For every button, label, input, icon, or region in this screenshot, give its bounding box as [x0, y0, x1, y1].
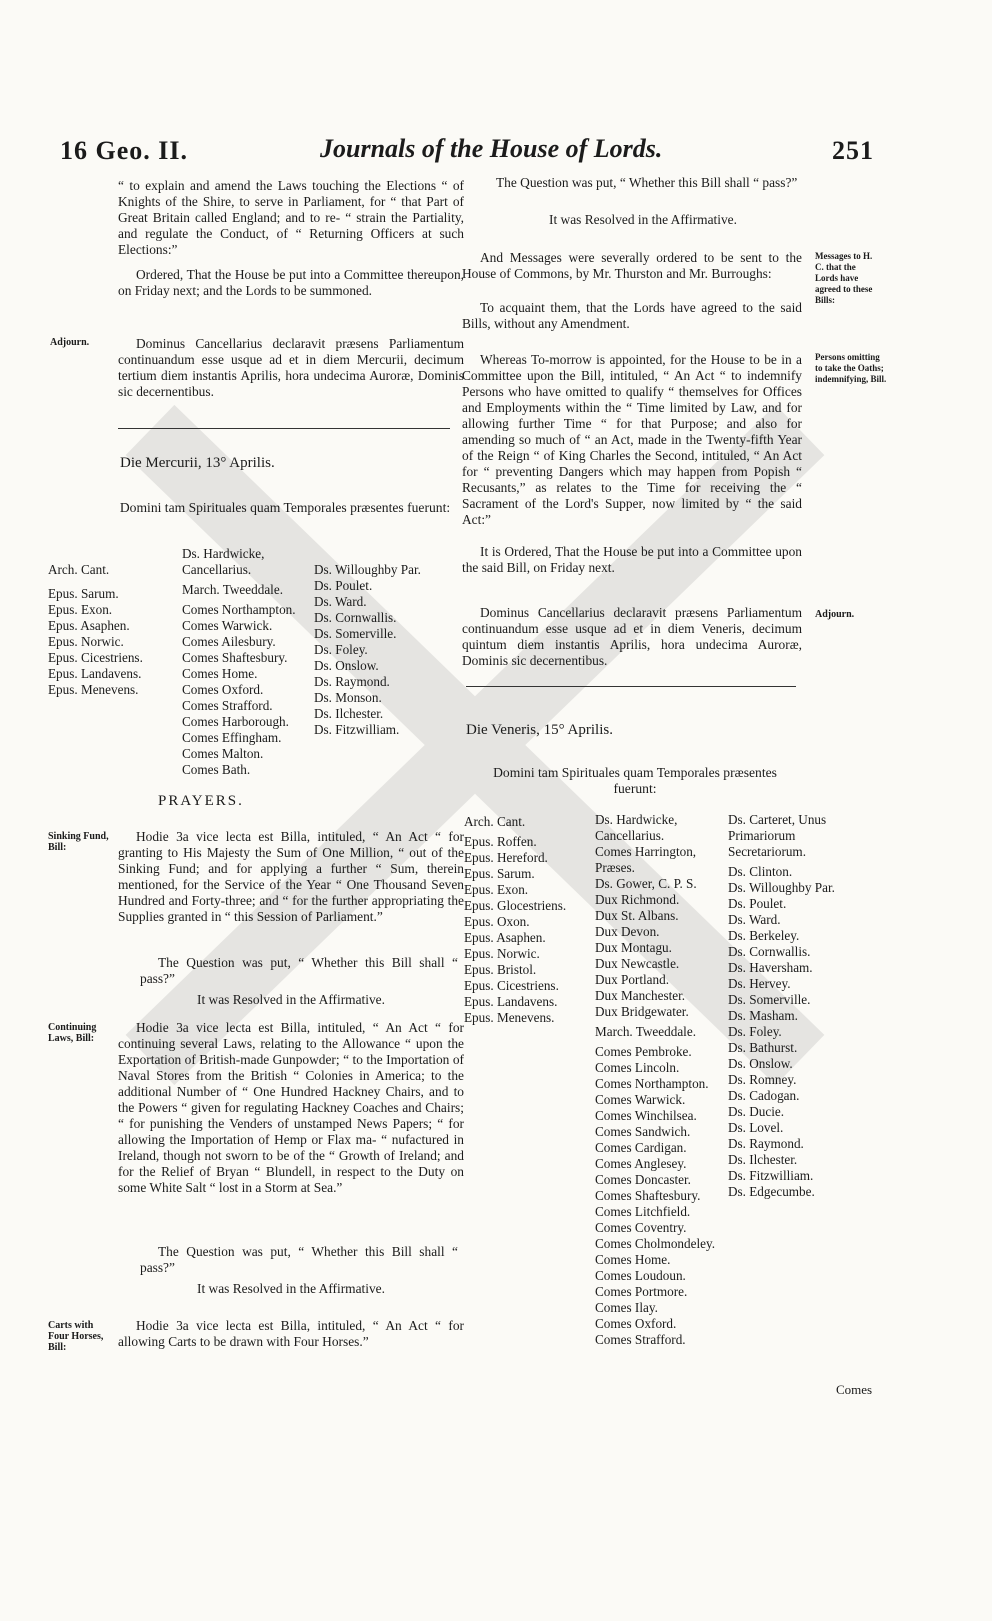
list-item: Comes Home.	[595, 1252, 671, 1267]
spiritual-list-1	[48, 562, 178, 698]
spiritual-list-2	[464, 814, 592, 1026]
header-left: 16 Geo. II.	[60, 136, 188, 165]
list-item: Ds. Foley.	[728, 1024, 782, 1039]
messages-text: And Messages were severally ordered to be sent to the House of Commons, by Mr. Thurston and Mr. Burroughs:	[462, 250, 802, 281]
list-item: Comes Northampton.	[182, 602, 296, 617]
list-item: Ds. Cornwallis.	[728, 944, 811, 959]
list-item: Ds. Onslow.	[728, 1056, 793, 1071]
list-item: Ds. Ducie.	[728, 1104, 785, 1119]
list-item: Dux Newcastle.	[595, 956, 680, 971]
list-item: Comes Litchfield.	[595, 1204, 691, 1219]
list-item: Ds. Carteret, Unus Primariorum Secretariorum.	[728, 812, 827, 859]
list-item: Comes Oxford.	[182, 682, 264, 697]
acquaint-text: To acquaint them, that the Lords have agreed to the said Bills, without any Amendment.	[462, 300, 802, 331]
left-intro: “ to explain and amend the Laws touching the Elections “ of Knights of the Shire, to serve in Parliament, for “ that Part of Great Britain called England; and to re- “ strain the Partiality, and regulate the Conduct, of “ Returning Officers at such Elections:”	[118, 178, 464, 257]
question-1: The Question was put, “ Whether this Bill shall “ pass?”	[140, 955, 458, 986]
list-item: Dux Portland.	[595, 972, 669, 987]
list-item: Ds. Hervey.	[728, 976, 791, 991]
messages-margin: Messages to H. C. that the Lords have agreed to these Bills:	[815, 251, 873, 305]
list-item: Epus. Exon.	[48, 602, 113, 617]
prayers-heading: PRAYERS.	[158, 793, 244, 809]
list-item: Epus. Hereford.	[464, 850, 548, 865]
list-item: Epus. Landavens.	[48, 666, 142, 681]
list-item: Ds. Berkeley.	[728, 928, 800, 943]
list-item: Comes Winchilsea.	[595, 1108, 697, 1123]
list-item: Ds. Ilchester.	[728, 1152, 798, 1167]
catchword: Comes	[836, 1382, 873, 1397]
left-ordered: Ordered, That the House be put into a Committee thereupon, on Friday next; and the Lords to be summoned.	[118, 267, 464, 298]
page-title: Journals of the House of Lords.	[320, 134, 663, 163]
day-heading-text: Die Mercurii, 13° Aprilis.	[120, 455, 275, 471]
list-item: Arch. Cant.	[48, 562, 110, 577]
list-item: Epus. Exon.	[464, 882, 529, 897]
list-item: Epus. Cicestriens.	[464, 978, 559, 993]
list-item: Ds. Raymond.	[314, 674, 390, 689]
list-item: Dux Manchester.	[595, 988, 686, 1003]
list-item: Comes Strafford.	[182, 698, 273, 713]
list-item: Ds. Onslow.	[314, 658, 379, 673]
resolved-2: It was Resolved in the Affirmative.	[197, 1281, 385, 1296]
list-item: Ds. Foley.	[314, 642, 368, 657]
resolved-1: It was Resolved in the Affirmative.	[197, 992, 385, 1007]
list-item: Ds. Lovel.	[728, 1120, 784, 1135]
temporal-list-2b	[728, 812, 858, 1200]
list-item: Epus. Norwic.	[48, 634, 124, 649]
list-item: Arch. Cant.	[464, 814, 526, 829]
present-heading-2: Domini tam Spirituales quam Temporales præsentes fuerunt:	[493, 765, 777, 796]
list-item: Epus. Menevens.	[464, 1010, 555, 1025]
page-number: 251	[832, 136, 874, 165]
list-item: Ds. Fitzwilliam.	[314, 722, 400, 737]
list-item: Comes Harborough.	[182, 714, 289, 729]
list-item: Epus. Roffen.	[464, 834, 537, 849]
list-item: Ds. Clinton.	[728, 864, 793, 879]
list-item: Ds. Cornwallis.	[314, 610, 397, 625]
list-item: Epus. Asaphen.	[48, 618, 130, 633]
list-item: Comes Portmore.	[595, 1284, 688, 1299]
left-adjourn-margin: Adjourn.	[50, 337, 90, 348]
list-item: Ds. Willoughby Par.	[728, 880, 835, 895]
list-item: Ds. Ward.	[728, 912, 781, 927]
list-item: Ds. Bathurst.	[728, 1040, 798, 1055]
list-item: Comes Strafford.	[595, 1332, 686, 1347]
list-item: Ds. Edgecumbe.	[728, 1184, 815, 1199]
list-item: Comes Shaftesbury.	[182, 650, 288, 665]
list-item: Comes Lincoln.	[595, 1060, 680, 1075]
list-item: Comes Coventry.	[595, 1220, 687, 1235]
carts-text: Hodie 3a vice lecta est Billa, intituled, “ An Act “ for allowing Carts to be drawn with Four Horses.”	[118, 1318, 464, 1349]
list-item: Dux Devon.	[595, 924, 660, 939]
list-item: Comes Pembroke.	[595, 1044, 692, 1059]
list-item: Dux Richmond.	[595, 892, 680, 907]
list-item: Comes Oxford.	[595, 1316, 677, 1331]
list-item: Ds. Gower, C. P. S.	[595, 876, 697, 891]
day-heading-text: Die Veneris, 15° Aprilis.	[466, 722, 613, 738]
right-adjourn-margin: Adjourn.	[815, 609, 855, 620]
list-item: Ds. Ward.	[314, 594, 367, 609]
list-item: Comes Ilay.	[595, 1300, 658, 1315]
list-item: Comes Warwick.	[182, 618, 273, 633]
list-item: Ds. Raymond.	[728, 1136, 804, 1151]
list-item: Comes Cardigan.	[595, 1140, 687, 1155]
list-item: Epus. Sarum.	[48, 586, 119, 601]
list-item: Epus. Glocestriens.	[464, 898, 567, 913]
list-item: Ds. Hardwicke, Cancellarius.	[595, 812, 678, 843]
list-item: Comes Sandwich.	[595, 1124, 691, 1139]
continuing-laws-margin: Continuing Laws, Bill:	[48, 1022, 97, 1044]
list-item: Comes Harrington, Præses.	[595, 844, 697, 875]
list-item: Epus. Landavens.	[464, 994, 558, 1009]
list-item: Epus. Bristol.	[464, 962, 537, 977]
list-item: Ds. Hardwicke, Cancellarius.	[182, 546, 265, 577]
list-item: Ds. Poulet.	[314, 578, 373, 593]
list-item: Comes Malton.	[182, 746, 264, 761]
sinking-fund-text: Hodie 3a vice lecta est Billa, intituled, “ An Act “ for granting to His Majesty the Sum of One Million, “ out of the Sinking Fund; and for applying a further “ Sum, therein mentioned, for the Service of the Year “ One Thousand Seven Hundred and Forty-three; and “ for the further appropriating the Supplies granted in “ this Session of Parliament.”	[118, 829, 464, 924]
list-item: Comes Anglesey.	[595, 1156, 687, 1171]
list-item: Dux Montagu.	[595, 940, 672, 955]
list-item: Comes Bath.	[182, 762, 251, 777]
right-ordered: It is Ordered, That the House be put into a Committee upon the said Bill, on Friday next.	[462, 544, 802, 575]
list-item: Epus. Asaphen.	[464, 930, 546, 945]
list-item: Comes Effingham.	[182, 730, 282, 745]
list-item: Ds. Poulet.	[728, 896, 787, 911]
list-item: Comes Cholmondeley.	[595, 1236, 716, 1251]
list-item: Comes Ailesbury.	[182, 634, 276, 649]
continuing-laws-text: Hodie 3a vice lecta est Billa, intituled, “ An Act “ for continuing several Laws, relating to the Allowance “ upon the Exportation of British-made Gunpowder; “ to the Importation of Naval Stores from the British “ Colonies in America; to the additional Number of “ One Hundred Hackney Chairs, and to the Powers “ given for regulating Hackney Coaches and Chairs; “ for punishing the Venders of unstamped News Papers; “ for allowing the Importation of Hemp or Flax ma- “ nufactured in Ireland, though not sworn to be of the “ Growth of Ireland; and for the Relief of Bryan “ Blundell, in respect to the Duty on some White Salt “ lost in a Storm at Sea.”	[118, 1020, 464, 1195]
day-heading-mercurii	[120, 455, 275, 472]
list-item: Epus. Menevens.	[48, 682, 139, 697]
list-item: March. Tweeddale.	[595, 1024, 696, 1039]
whereas-text: Whereas To-morrow is appointed, for the House to be in a Committee upon the Bill, intituled, “ An Act “ to indemnify Persons who have omitted to qualify “ themselves for Offices and Employments within the “ Time limited by Law, and for allowing further Time “ for that Purpose; and also for amending so much of “ an Act, made in the Twenty-fifth Year of the Reign “ of King Charles the Second, intituled, “ An Act for “ preventing Dangers which may happen from Popish “ Recusants,” as relates to the Time for receiving the “ Sacrament of the Lord's Supper, now limited by “ the said Act:”	[462, 352, 802, 527]
list-item: Comes Northampton.	[595, 1076, 709, 1091]
list-item: Dux Bridgewater.	[595, 1004, 689, 1019]
day-heading-veneris	[466, 722, 613, 739]
persons-margin: Persons omitting to take the Oaths; indemnifying, Bill.	[815, 352, 887, 384]
list-item: Ds. Somerville.	[728, 992, 811, 1007]
list-item: Comes Shaftesbury.	[595, 1188, 701, 1203]
list-item: Epus. Sarum.	[464, 866, 535, 881]
list-item: Ds. Masham.	[728, 1008, 798, 1023]
list-item: Dux St. Albans.	[595, 908, 679, 923]
question-2: The Question was put, “ Whether this Bill shall “ pass?”	[140, 1244, 458, 1275]
list-item: Ds. Monson.	[314, 690, 382, 705]
temporal-list-2a	[595, 812, 725, 1348]
list-item: Epus. Norwic.	[464, 946, 540, 961]
list-item: Ds. Ilchester.	[314, 706, 384, 721]
right-resolved: It was Resolved in the Affirmative.	[549, 212, 737, 227]
list-item: Ds. Haversham.	[728, 960, 813, 975]
list-item: Ds. Cadogan.	[728, 1088, 800, 1103]
list-item: Comes Home.	[182, 666, 258, 681]
list-item: Ds. Willoughby Par.	[314, 562, 421, 577]
right-adjourn-text: Dominus Cancellarius declaravit præsens Parliamentum continuandum esse usque ad et in diem Veneris, decimum quintum diem instantis Aprilis, hora undecima Auroræ, Dominis sic decernentibus.	[462, 605, 802, 668]
carts-margin: Carts with Four Horses, Bill:	[48, 1320, 104, 1353]
present-heading-1: Domini tam Spirituales quam Temporales præsentes fuerunt:	[119, 500, 451, 515]
temporal-list-1b	[314, 562, 464, 738]
left-adjourn-text: Dominus Cancellarius declaravit præsens Parliamentum continuandum esse usque ad et in diem Mercurii, decimum tertium diem instantis Aprilis, hora undecima Auroræ, Dominis sic decernentibus.	[118, 336, 464, 399]
divider	[118, 428, 450, 429]
list-item: Comes Warwick.	[595, 1092, 686, 1107]
list-item: Epus. Oxon.	[464, 914, 530, 929]
list-item: Comes Doncaster.	[595, 1172, 691, 1187]
list-item: March. Tweeddale.	[182, 582, 283, 597]
list-item: Comes Loudoun.	[595, 1268, 686, 1283]
list-item: Epus. Cicestriens.	[48, 650, 143, 665]
temporal-list-1a	[182, 546, 312, 778]
list-item: Ds. Fitzwilliam.	[728, 1168, 814, 1183]
left-column	[118, 178, 464, 308]
divider	[466, 686, 796, 687]
right-question: The Question was put, “ Whether this Bill shall “ pass?”	[496, 175, 798, 190]
list-item: Ds. Romney.	[728, 1072, 797, 1087]
list-item: Ds. Somerville.	[314, 626, 397, 641]
sinking-fund-margin: Sinking Fund, Bill:	[48, 831, 109, 853]
